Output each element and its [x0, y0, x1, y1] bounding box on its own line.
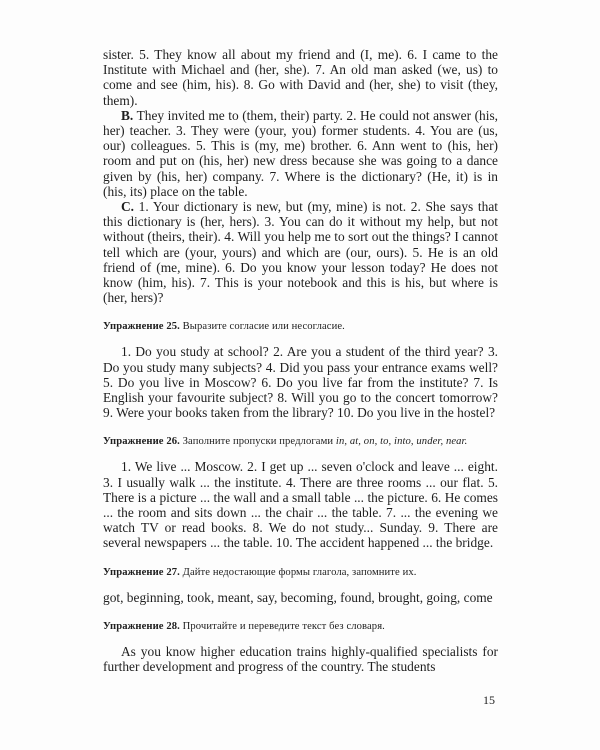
exercise-26-text: 1. We live ... Moscow. 2. I get up ... seven o'clock and leave ... eight. 3. I usually walk ... the institute. 4. There are three rooms ... our flat. 5. There is a picture ... the wall and a small table ... the picture. 6. He comes ... the room and sits down ... the chair ... the table. 7. ... the evening we watch TV or read books. 8. We do not study... Sunday. 9. There are several newspapers ... the table. 10. The accident happened ... the bridge. — [103, 459, 498, 551]
exercise-28-heading — [103, 620, 498, 633]
section-b — [103, 108, 498, 199]
exercise-28-instruction: Прочитайте и переведите текст без словаря. — [179, 620, 385, 632]
exercise-26-instruction: Заполните пропуски предлогами — [179, 436, 336, 448]
exercise-28-body — [103, 644, 498, 674]
section-b-continuation — [103, 47, 498, 108]
section-b-continuation-text: sister. 5. They know all about my friend and (I, me). 6. I came to the Institute with Michael and (her, she). 7. An old man asked (we, us) to come and see (him, his). 8. Go with David and (her, she) to visit (they, them). — [103, 47, 498, 108]
section-b-label: B. — [121, 107, 134, 123]
page-number: 15 — [483, 693, 495, 707]
exercise-27-body — [103, 590, 498, 605]
exercise-27-instruction: Дайте недостающие формы глагола, запомните их. — [179, 566, 417, 578]
exercise-25-text: 1. Do you study at school? 2. Are you a student of the third year? 3. Do you study many subjects? 4. Did you pass your entrance exams well? 5. Do you live in Moscow? 6. Do you live far from the institute? 7. Is English your favourite subject? 8. Will you go to the concert tomorrow? 9. Were your books taken from the library? 10. Do you live in the hostel? — [103, 344, 498, 421]
exercise-25-instruction: Выразите согласие или несогласие. — [179, 321, 345, 333]
section-c-text: 1. Your dictionary is new, but (my, mine) is not. 2. She says that this dictionary is (her, hers). 3. You can do it without my help, but not without (theirs, their). 4. Will you help me to sort out the things? I cannot tell which are (your, yours) and which are (our, ours). 5. He is an old friend of (me, mine). 6. Do you know your lesson today? He does not know (him, his). 7. This is your notebook and this is his, but where is (her, hers)? — [103, 199, 498, 306]
exercise-26-prepositions: in, at, on, to, into, under, near. — [335, 436, 468, 448]
exercise-25-title: Упражнение 25. — [103, 321, 180, 333]
section-c-label: C. — [121, 199, 135, 215]
exercise-26-title: Упражнение 26. — [103, 436, 180, 448]
section-c — [103, 199, 498, 305]
exercise-27-heading — [103, 566, 498, 579]
exercise-28-title: Упражнение 28. — [103, 620, 180, 632]
exercise-26-body — [103, 459, 498, 550]
exercise-27-text: got, beginning, took, meant, say, becoming, found, brought, going, come — [103, 589, 493, 605]
exercise-25-heading — [103, 320, 498, 333]
exercise-25-body — [103, 344, 498, 420]
section-b-text: They invited me to (them, their) party. 2. He could not answer (his, her) teacher. 3. They were (your, you) former students. 4. You are (us, our) colleagues. 5. This is (my, me) brother. 6. Ann went to (his, her) room and put on (his, her) new dress because she was going to a dance given by (his, her) company. 7. Where is the dictionary? (He, it) is in (his, its) place on the table. — [103, 107, 498, 199]
exercise-27-title: Упражнение 27. — [103, 566, 180, 578]
exercise-26-heading — [103, 435, 498, 448]
exercise-28-text: As you know higher education trains highly-qualified specialists for further development and progress of the country. The students — [103, 643, 498, 675]
page-content — [103, 47, 498, 674]
